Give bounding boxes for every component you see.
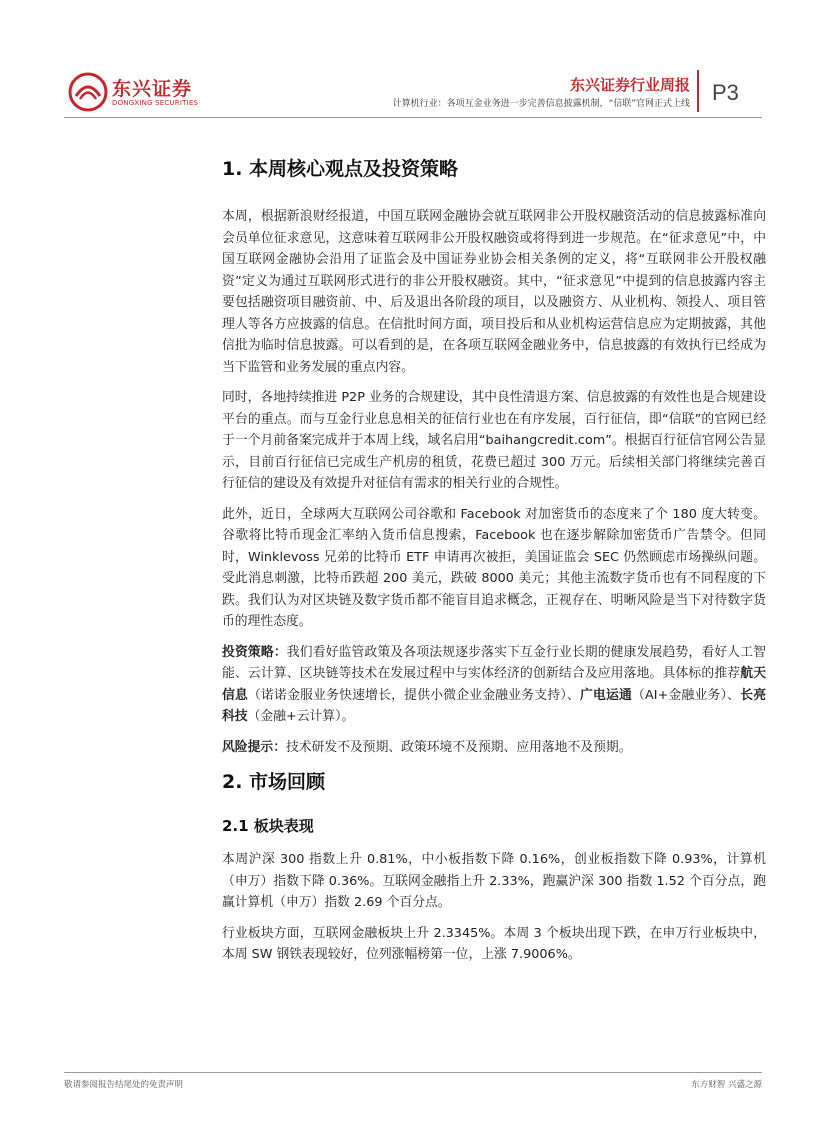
- section1-heading: 1. 本周核心观点及投资策略: [222, 158, 459, 180]
- strategy-text-1: 我们看好监管政策及各项法规逐步落实下互金行业长期的健康发展趋势，看好人工智能、云计算、区块链等技术在发展过程中与实体经济的创新结合及应用落地。具体标的推荐: [222, 644, 767, 681]
- report-subtitle: 计算机行业：各项互金业务进一步完善信息披露机制，“信联”官网正式上线: [392, 99, 690, 109]
- stock-1: 航天信息: [222, 666, 767, 703]
- strategy-text-2: （诺诺金服业务快速增长，提供小微企业金融业务支持）、: [248, 687, 580, 703]
- strategy-text-3: （AI+金融业务）、: [632, 687, 741, 703]
- logo-english-name: DONGXING SECURITIES: [112, 99, 199, 107]
- strategy-text-4: （金融+云计算）。: [247, 709, 355, 724]
- report-title: 东兴证券行业周报: [569, 76, 690, 94]
- footer-disclaimer: 敬请参阅报告结尾处的免责声明: [64, 1080, 184, 1090]
- section1-paragraph-2: 同时，各地持续推进 P2P 业务的合规建设，其中良性清退方案、信息披露的有效性也是合规建设平台的重点。而与互金行业息息相关的征信行业也在有序发展，百行征信，即“信联”的官网已经于一个月前备案完成并于本周上线，域名启用“baihangcredit.com”。根据百行征信官网公告显示，目前百行征信已完成生产机房的租赁，花费已超过 300 万元。后续相关部门将继续完善百行征信的建设及有效提升对征信有需求的相关行业的合规性。: [222, 390, 766, 491]
- section2-1-heading: 2.1 板块表现: [222, 817, 314, 835]
- section2-heading: 2. 市场回顾: [222, 771, 326, 793]
- risk-text: 技术研发不及预期、政策环境不及预期、应用落地不及预期。: [285, 739, 632, 755]
- section2-paragraph-1: 本周沪深 300 指数上升 0.81%，中小板指数下降 0.16%，创业板指数下降 0.93%，计算机（申万）指数下降 0.36%。互联网金融指上升 2.33%，跑赢沪深 300 指数 1.52 个百分点，跑赢计算机（申万）指数 2.69 个百分点。: [222, 852, 766, 910]
- footer-slogan: 东方财智 兴盛之源: [691, 1080, 762, 1090]
- header-rule: [64, 117, 762, 118]
- logo-emblem-icon: [68, 72, 108, 112]
- risk-warning: [222, 737, 766, 759]
- header-divider: [697, 70, 699, 112]
- stock-3: 长亮科技: [222, 687, 767, 724]
- page-number: P3: [712, 80, 739, 105]
- stock-2: 广电运通: [579, 687, 633, 703]
- section1-paragraph-1: 本周，根据新浪财经报道，中国互联网金融协会就互联网非公开股权融资活动的信息披露标准向会员单位征求意见，这意味着互联网非公开股权融资或将得到进一步规范。在“征求意见”中，中国互联网金融协会沿用了证监会及中国证券业协会相关条例的定义，将“互联网非公开股权融资”定义为通过互联网形式进行的非公开股权融资。其中，“征求意见”中提到的信息披露内容主要包括融资项目融资前、中、后及退出各阶段的项目，以及融资方、从业机构、领投人、项目管理人等各方应披露的信息。在信批时间方面，项目投后和从业机构运营信息应为定期披露，其他信批为临时信息披露。可以看到的是，在各项互联网金融业务中，信息披露的有效执行已经成为当下监管和业务发展的重点内容。: [222, 209, 766, 375]
- company-logo: [68, 72, 198, 112]
- strategy-label: 投资策略：: [222, 644, 287, 660]
- footer-rule: [64, 1072, 762, 1073]
- main-content: [222, 154, 766, 975]
- logo-chinese-name: 东兴证券: [112, 78, 193, 100]
- investment-strategy: [222, 642, 766, 728]
- section2-paragraph-2: 行业板块方面，互联网金融板块上升 2.3345%。本周 3 个板块出现下跌，在申万行业板块中，本周 SW 钢铁表现较好，位列涨幅榜第一位，上涨 7.9006%。: [222, 925, 766, 962]
- risk-label: 风险提示：: [222, 739, 286, 755]
- section1-paragraph-3: 此外，近日，全球两大互联网公司谷歌和 Facebook 对加密货币的态度来了个 180 度大转变。谷歌将比特币现金汇率纳入货币信息搜索，Facebook 也在逐步解除加密货币广告禁令。但同时，Winklevoss 兄弟的比特币 ETF 申请再次被拒，美国证监会 SEC 仍然顾虑市场操纵问题。受此消息刺激，比特币跌超 200 美元，跌破 8000 美元；其他主流数字货币也有不同程度的下跌。我们认为对区块链及数字货币都不能盲目追求概念，正视存在、明晰风险是当下对待数字货币的理性态度。: [222, 506, 766, 629]
